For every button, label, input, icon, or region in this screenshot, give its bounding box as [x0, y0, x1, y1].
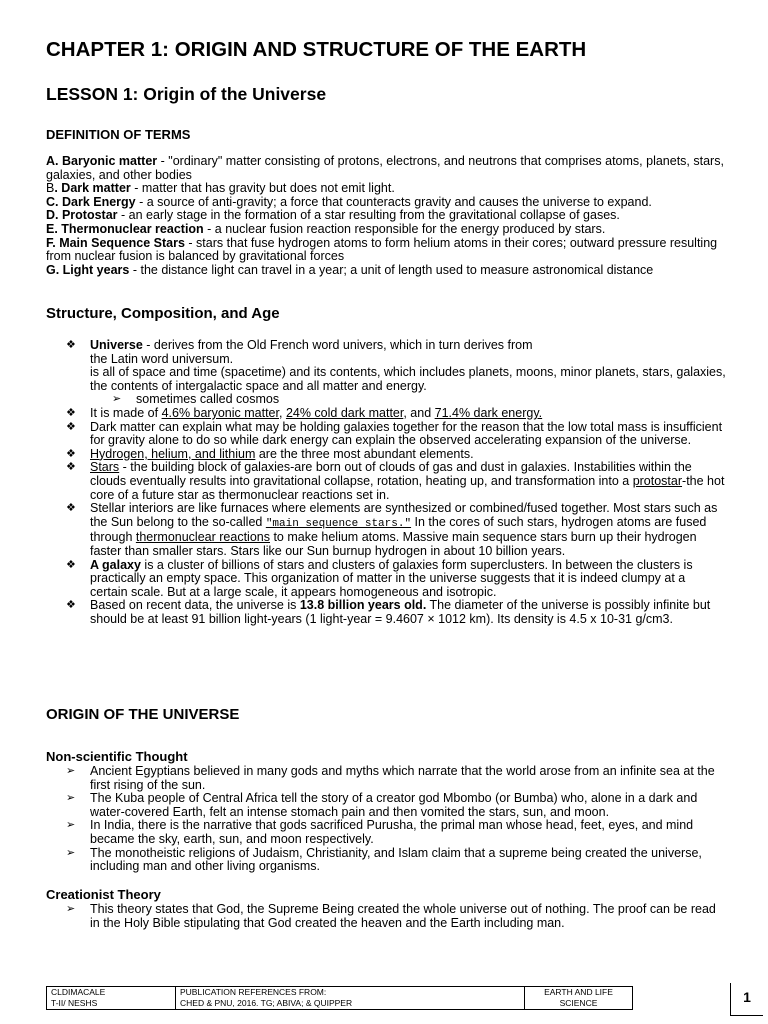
- arrow-bullet-icon: ➢: [66, 792, 76, 805]
- footer-references: PUBLICATION REFERENCES FROM: CHED & PNU, 2016. TG; ABIVA; & QUIPPER: [176, 987, 525, 1010]
- creationist-heading: Creationist Theory: [46, 887, 161, 902]
- list-item: ❖ Stars - the building block of galaxies-are born out of clouds of gas and dust in galaxies. Instabilities within the clouds eventually results into gravitational collapse, rotation, heating up, and transformation into a protostar-the hot core of a future star as thermonuclear reactions set in.: [66, 460, 725, 502]
- diamond-bullet-icon: ❖: [66, 339, 76, 351]
- definition-item: C. Dark Energy - a source of anti-gravity; a force that counteracts gravity and causes the universe to expand.: [46, 194, 652, 209]
- definition-item: E. Thermonuclear reaction - a nuclear fusion reaction responsible for the energy produced by stars.: [46, 221, 606, 236]
- sub-list-item: ➢ sometimes called cosmos: [112, 392, 280, 407]
- diamond-bullet-icon: ❖: [66, 558, 76, 571]
- lesson-title: LESSON 1: Origin of the Universe: [46, 84, 327, 104]
- definition-item: G. Light years - the distance light can travel in a year; a unit of length used to measure astronomical distance: [46, 262, 654, 277]
- arrow-bullet-icon: ➢: [66, 765, 76, 777]
- list-item: ❖ Universe - derives from the Old French word univers, which in turn derives from the Latin word universum. is all of space and time (spacetime) and its contents, which includes planets, moons, minor planets, stars, galaxies, the contents of intergalactic space and all matter and energy. ➢ sometimes called cosmos: [66, 338, 726, 407]
- arrow-bullet-icon: ➢: [112, 393, 122, 406]
- creationist-list: [66, 903, 728, 930]
- arrow-bullet-icon: ➢: [66, 819, 76, 832]
- definition-item: D. Protostar - an early stage in the formation of a star resulting from the gravitational collapse of gases.: [46, 208, 620, 223]
- diamond-bullet-icon: ❖: [66, 502, 76, 515]
- diamond-bullet-icon: ❖: [66, 461, 76, 474]
- list-item: ❖ Based on recent data, the universe is 13.8 billion years old. The diameter of the universe is possibly infinite but should be at least 91 billion light-years (1 light-year = 9.4607 × 1012 km). Its density is 4.5 x 10-31 g/cm3.: [66, 598, 711, 626]
- chapter-title: CHAPTER 1: ORIGIN AND STRUCTURE OF THE EARTH: [46, 38, 587, 61]
- list-item: ❖ Dark matter can explain what may be holding galaxies together for the reason that the low total mass is insufficient for gravity alone to do so while dark energy can explain the observed accelerating expansion of the universe.: [66, 419, 723, 448]
- definitions-list: [46, 155, 736, 277]
- definition-item: B. Dark matter - matter that has gravity but does not emit light.: [46, 181, 395, 196]
- list-item: ➢ Ancient Egyptians believed in many gods and myths which narrate that the world arose from an infinite sea at the first rising of the sun.: [66, 764, 715, 792]
- definitions-heading: DEFINITION OF TERMS: [46, 127, 191, 142]
- nonscientific-heading: Non-scientific Thought: [46, 749, 188, 764]
- diamond-bullet-icon: ❖: [66, 420, 76, 433]
- list-item: ➢ In India, there is the narrative that gods sacrificed Purusha, the primal man whose head, feet, eyes, and mind became the sky, earth, sun, and moon respectively.: [66, 818, 694, 846]
- footer-author: CLDIMACALE T-II/ NESHS: [47, 987, 176, 1010]
- list-item: ➢ This theory states that God, the Supreme Being created the whole universe out of nothing. The proof can be read in the Holy Bible stipulating that God created the heaven and the Earth including man.: [66, 902, 716, 930]
- list-item: ❖ It is made of 4.6% baryonic matter, 24% cold dark matter, and 71.4% dark energy.: [66, 405, 543, 420]
- diamond-bullet-icon: ❖: [66, 406, 76, 419]
- structure-heading: Structure, Composition, and Age: [46, 305, 280, 322]
- page-number: 1: [730, 983, 763, 1016]
- diamond-bullet-icon: ❖: [66, 447, 76, 460]
- list-item: ❖ A galaxy is a cluster of billions of stars and clusters of galaxies form superclusters. In between the clusters is practically an empty space. This organization of matter in the universe suggests that it is indeed clumpy at a certain scale. But at a large scale, it appears homogeneous and isotropic.: [66, 557, 693, 599]
- nonscientific-list: [66, 765, 728, 874]
- origin-heading: ORIGIN OF THE UNIVERSE: [46, 706, 240, 723]
- arrow-bullet-icon: ➢: [66, 846, 76, 859]
- definition-item: F. Main Sequence Stars - stars that fuse hydrogen atoms to form helium atoms in their cores; outward pressure resulting from nuclear fusion is balanced by gravitational forces: [46, 235, 718, 264]
- footer-table: [46, 986, 633, 1010]
- definition-item: A. Baryonic matter - "ordinary" matter consisting of protons, electrons, and neutrons that comprises atoms, planets, stars, galaxies, and other bodies: [46, 154, 724, 182]
- list-item: ❖ Stellar interiors are like furnaces where elements are synthesized or combined/fused together. Most stars such as the Sun belong to the so-called "main sequence stars." In the cores of such stars, hydrogen atoms are fused through thermonuclear reactions to make helium atoms. Massive main sequence stars burn up their hydrogen faster than smaller stars. Stars like our Sun burnup hydrogen in about 10 billion years.: [66, 501, 718, 558]
- arrow-bullet-icon: ➢: [66, 903, 76, 915]
- diamond-bullet-icon: ❖: [66, 599, 76, 612]
- list-item: ➢ The monotheistic religions of Judaism, Christianity, and Islam claim that a supreme being created the universe, including man and other living organisms.: [66, 845, 702, 874]
- structure-list: [66, 339, 726, 626]
- list-item: ➢ The Kuba people of Central Africa tell the story of a creator god Mbombo (or Bumba) who, alone in a dark and water-covered Earth, felt an intense stomach pain and then vomited the stars, sun, and moon.: [66, 791, 698, 819]
- footer-subject: EARTH AND LIFE SCIENCE: [525, 987, 633, 1010]
- list-item: ❖ Hydrogen, helium, and lithium are the three most abundant elements.: [66, 446, 474, 461]
